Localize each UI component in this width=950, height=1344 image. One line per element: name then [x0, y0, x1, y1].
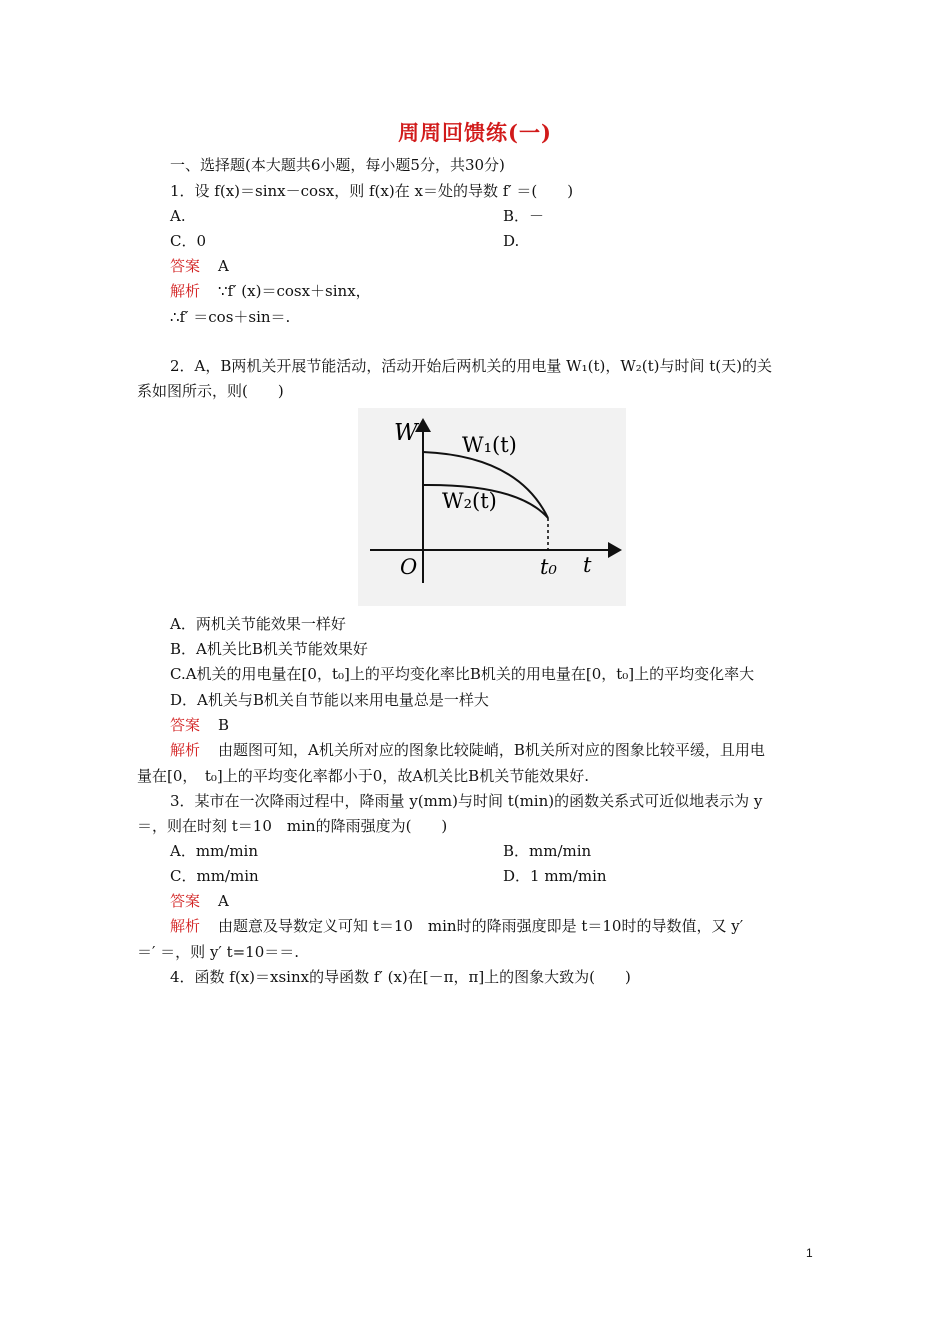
analysis-label: 解析 [170, 917, 201, 935]
q1-option-a: A. [170, 207, 186, 225]
q4-stem: 4．函数 f(x)＝xsinx的导函数 f′ (x)在[－π，π]上的图象大致为( ) [170, 968, 631, 986]
answer-label: 答案 [170, 892, 201, 910]
q3-answer [170, 891, 229, 911]
answer-value: A [218, 892, 229, 910]
q3-option-d: D．1 mm/min [503, 867, 607, 885]
q2-option-d: D．A机关与B机关自节能以来用电量总是一样大 [170, 691, 489, 709]
page-title: 周周回馈练(一) [398, 120, 552, 145]
analysis-text: ∵f′ (x)＝cosx＋sinx， [218, 282, 371, 300]
q2-option-b: B．A机关比B机关节能效果好 [170, 640, 368, 658]
q2-option-c: C.A机关的用电量在[0，t₀]上的平均变化率比B机关的用电量在[0，t₀]上的平均变化率大 [170, 665, 755, 683]
section-heading: 一、选择题(本大题共6小题，每小题5分，共30分) [170, 156, 505, 174]
answer-value: A [218, 257, 229, 275]
q2-analysis-line2: 量在[0， t₀]上的平均变化率都小于0，故A机关比B机关节能效果好. [137, 767, 589, 785]
analysis-label: 解析 [170, 282, 201, 300]
analysis-text: 由题意及导数定义可知 t＝10 min时的降雨强度即是 t＝10时的导数值，又 y′ [218, 917, 744, 935]
y-axis-label: W [394, 420, 418, 446]
t0-label: t₀ [540, 555, 557, 579]
q1-option-d: D. [503, 232, 520, 250]
q2-stem-line2: 系如图所示，则( ) [137, 382, 284, 400]
q3-stem-line2: ＝，则在时刻 t＝10 min的降雨强度为( ) [137, 817, 448, 835]
analysis-label: 解析 [170, 741, 201, 759]
q1-analysis [170, 281, 371, 301]
q3-option-b: B．mm/min [503, 842, 592, 860]
answer-value: B [218, 716, 230, 734]
q1-analysis-line2: ∴f′ ＝cos＋sin＝. [170, 308, 291, 326]
q3-option-a: A．mm/min [170, 842, 259, 860]
q1-answer [170, 256, 229, 276]
q2-analysis [170, 740, 765, 760]
q1-option-b: B．－ [503, 207, 545, 225]
analysis-text: 由题图可知，A机关所对应的图象比较陡峭，B机关所对应的图象比较平缓，且用电 [218, 741, 765, 759]
q3-stem: 3．某市在一次降雨过程中，降雨量 y(mm)与时间 t(min)的函数关系式可近似地表示为 y [170, 792, 763, 810]
energy-usage-graph [358, 408, 626, 606]
q3-analysis [170, 916, 743, 936]
curve-w1-label: W₁(t) [462, 433, 517, 457]
answer-label: 答案 [170, 257, 201, 275]
q1-stem: 1．设 f(x)＝sinx－cosx，则 f(x)在 x＝处的导数 f′ ＝( ) [170, 182, 574, 200]
x-axis-label: t [583, 553, 592, 577]
page-number: 1 [806, 1246, 813, 1260]
q3-option-c: C．mm/min [170, 867, 259, 885]
answer-label: 答案 [170, 716, 201, 734]
q2-option-a: A．两机关节能效果一样好 [170, 615, 346, 633]
q1-option-c: C．0 [170, 232, 207, 250]
q3-analysis-line2: ＝′ ＝，则 y′ t=10＝＝. [137, 943, 300, 961]
origin-label: O [400, 555, 418, 579]
q2-answer [170, 715, 229, 735]
q2-stem: 2．A，B两机关开展节能活动，活动开始后两机关的用电量 W₁(t)，W₂(t)与时间 t(天)的关 [170, 357, 772, 375]
curve-w2-label: W₂(t) [442, 489, 497, 513]
